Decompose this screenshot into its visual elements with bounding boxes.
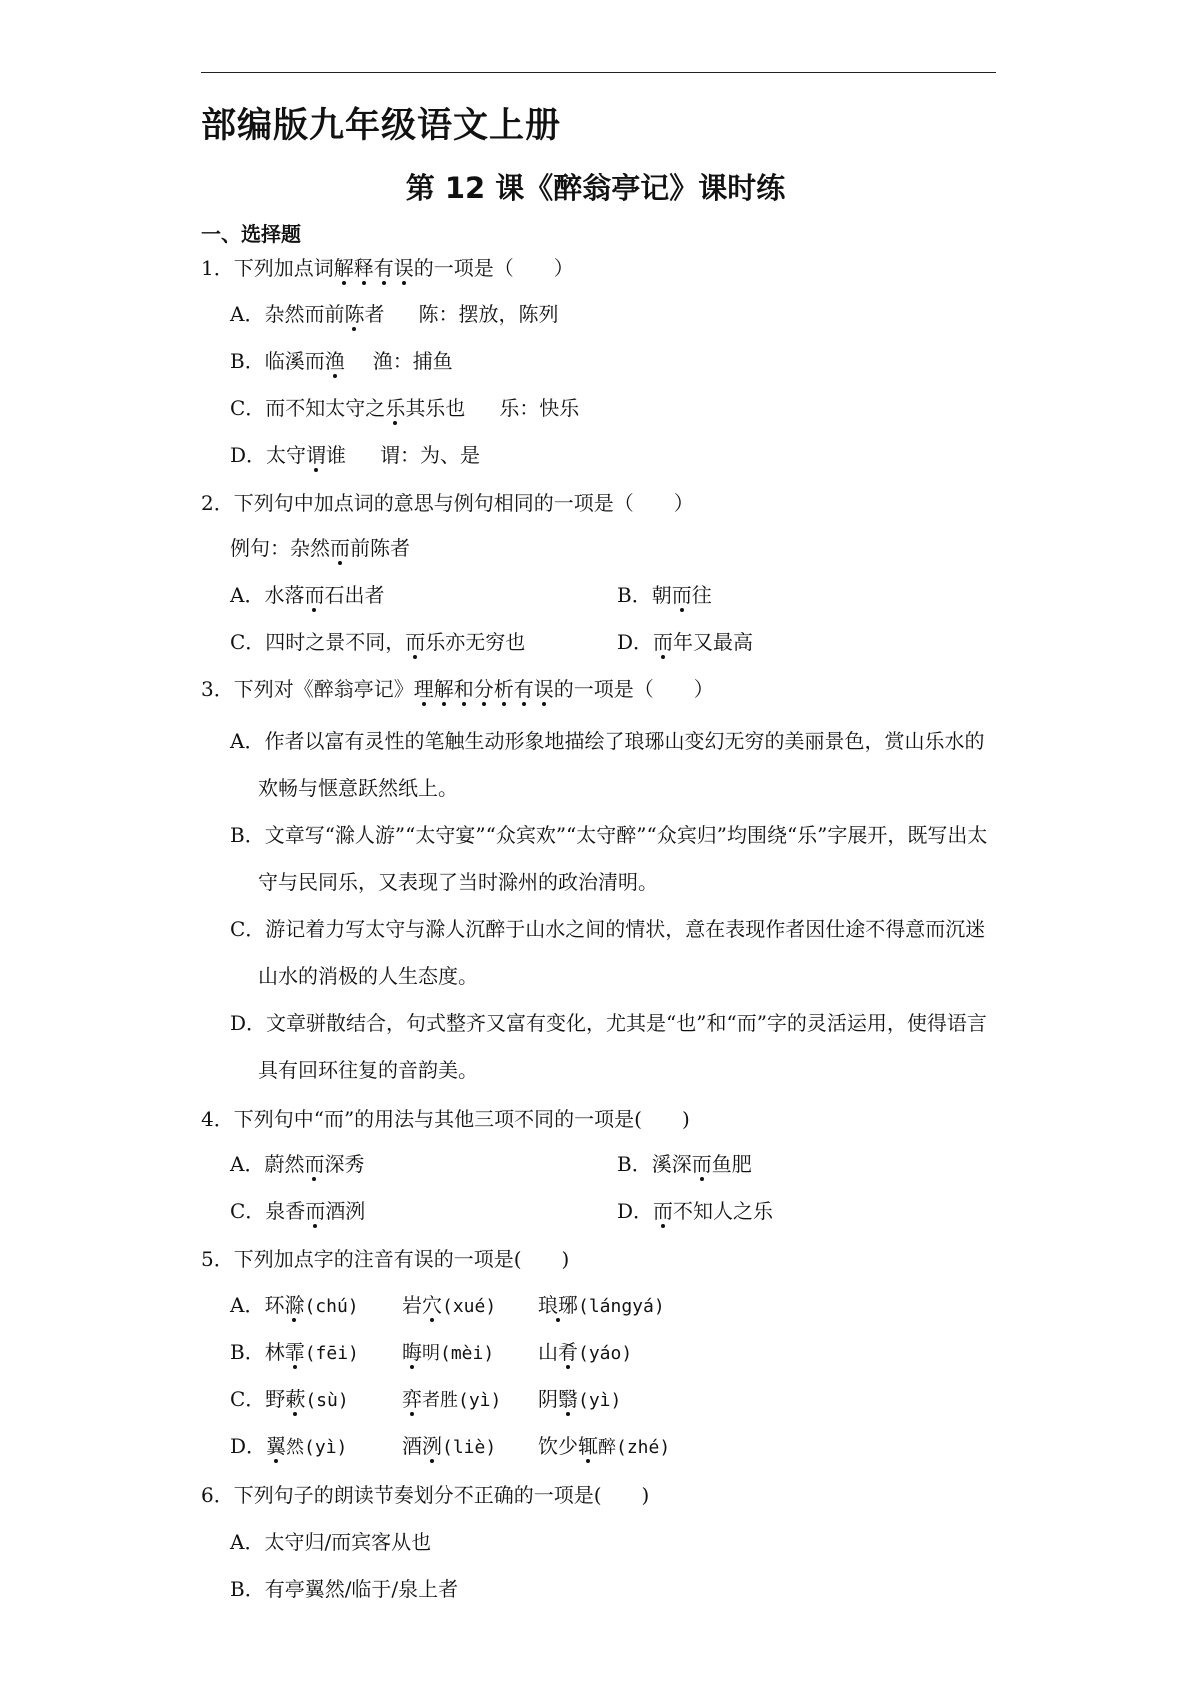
question-5-option-a: A．环滁(chú) 岩穴(xué) 琅琊(lángyá) (230, 1293, 665, 1317)
header-rule (201, 72, 996, 73)
question-6-stem: 6．下列句子的朗读节奏划分不正确的一项是( ) (201, 1483, 650, 1507)
question-6-option-b: B．有亭翼然/临于/泉上者 (230, 1577, 459, 1601)
question-2-option-d: D．而年又最高 (617, 630, 754, 654)
question-2-stem: 2．下列句中加点词的意思与例句相同的一项是（ ） (201, 491, 694, 515)
question-4-option-c: C．泉香而酒洌 (230, 1199, 366, 1223)
question-3-option-d: D．文章骈散结合，句式整齐又富有变化，尤其是“也”和“而”字的灵活运用，使得语言具有回环往复的音韵美。 (230, 1011, 987, 1082)
question-5-stem: 5．下列加点字的注音有误的一项是( ) (201, 1247, 570, 1271)
question-1-option-c: C．而不知太守之乐其乐也 乐：快乐 (230, 396, 580, 420)
question-5-option-c: C．野蔌(sù) 弈者胜(yì) 阴翳(yì) (230, 1387, 622, 1411)
question-4-option-d: D．而不知人之乐 (617, 1199, 774, 1223)
question-4-option-a: A．蔚然而深秀 (230, 1152, 365, 1176)
question-2-option-c: C．四时之景不同，而乐亦无穷也 (230, 630, 526, 654)
question-1-option-b: B．临溪而渔 渔：捕鱼 (230, 349, 453, 373)
question-3-option-b: B．文章写“滁人游”“太守宴”“众宾欢”“太守醉”“众宾归”均围绕“乐”字展开，既写出太守与民同乐，又表现了当时滁州的政治清明。 (230, 823, 988, 894)
lesson-subtitle: 第 12 课《醉翁亭记》课时练 (405, 171, 786, 205)
question-1-option-a: A．杂然而前陈者 陈：摆放，陈列 (230, 302, 559, 326)
question-3-stem: 3．下列对《醉翁亭记》理解和分析有误的一项是（ ） (201, 677, 714, 701)
question-4-stem: 4．下列句中“而”的用法与其他三项不同的一项是( ) (201, 1107, 690, 1131)
question-3-option-c: C．游记着力写太守与滁人沉醉于山水之间的情状，意在表现作者因仕途不得意而沉迷山水的消极的人生态度。 (230, 917, 986, 988)
question-2-example: 例句：杂然而前陈者 (230, 536, 410, 560)
question-1-stem: 1．下列加点词解释有误的一项是（ ） (201, 256, 574, 280)
question-2-option-a: A．水落而石出者 (230, 583, 385, 607)
question-5-option-d: D．翼然(yì) 酒洌(liè) 饮少辄醉(zhé) (230, 1434, 671, 1458)
question-1-option-d: D．太守谓谁 谓：为、是 (230, 443, 481, 467)
question-4-option-b: B．溪深而鱼肥 (617, 1152, 752, 1176)
question-6-option-a: A．太守归/而宾客从也 (230, 1530, 432, 1554)
question-5-option-b: B．林霏(fēi) 晦明(mèi) 山肴(yáo) (230, 1340, 633, 1364)
question-3-option-a: A．作者以富有灵性的笔触生动形象地描绘了琅琊山变幻无穷的美丽景色，赏山乐水的欢畅与惬意跃然纸上。 (230, 729, 985, 800)
page-title: 部编版九年级语文上册 (201, 106, 562, 146)
question-2-option-b: B．朝而往 (617, 583, 712, 607)
section-heading: 一、选择题 (201, 222, 301, 246)
